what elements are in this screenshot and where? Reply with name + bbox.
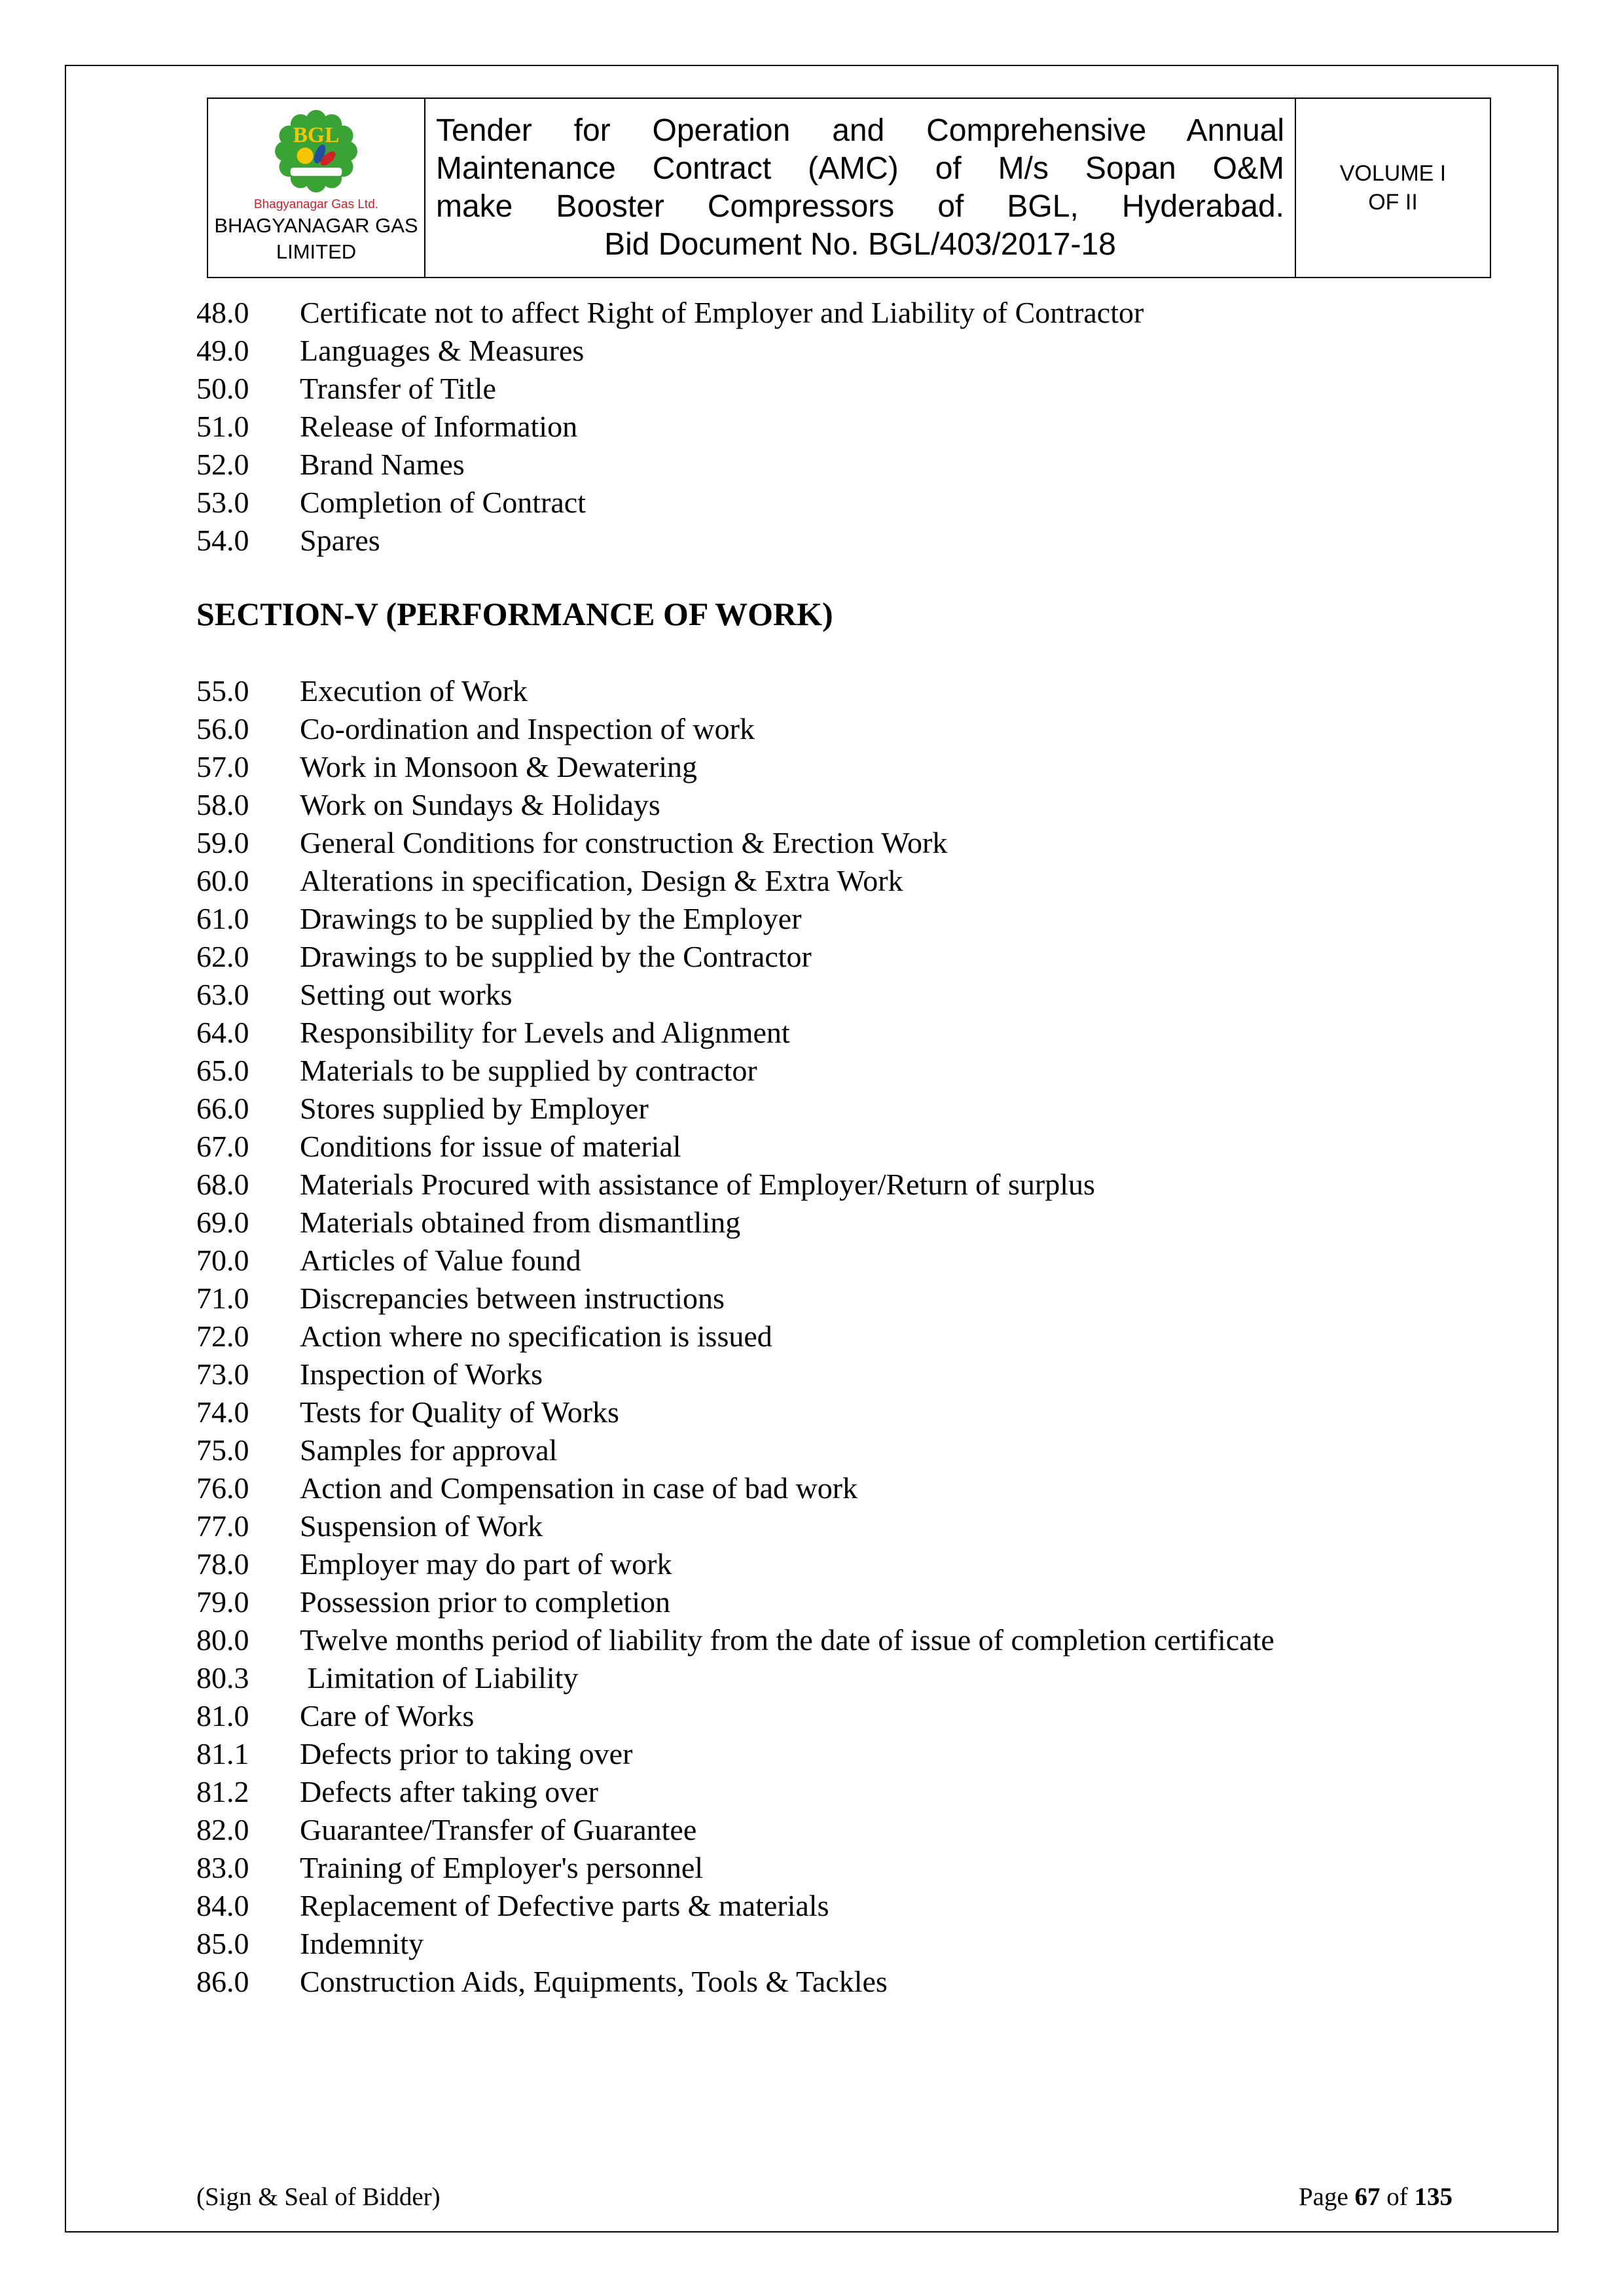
toc-item-title: Action where no specification is issued [300,1319,772,1353]
toc-item [196,862,1518,900]
tender-title [425,99,1295,277]
toc-item-title: Materials Procured with assistance of Employer/Return of surplus [300,1168,1095,1201]
toc-item [196,1849,1518,1887]
toc-item-title: Conditions for issue of material [300,1130,681,1163]
toc-item [196,1811,1518,1849]
toc-item-title: Work on Sundays & Holidays [300,788,660,821]
toc-item-title: Construction Aids, Equipments, Tools & Tackles [300,1965,888,1998]
logo-tagline: Bhagyanagar Gas Ltd. [253,198,379,211]
toc-item [196,1014,1518,1052]
volume-line2: OF II [1368,190,1418,215]
toc-item-number: 79.0 [196,1585,249,1619]
toc-item-number: 66.0 [196,1092,249,1125]
toc-item-title: Indemnity [300,1927,424,1960]
toc-item [196,1697,1518,1735]
table-of-contents [66,294,1557,2001]
toc-item-title: Setting out works [300,978,513,1011]
toc-item-number: 70.0 [196,1244,249,1277]
toc-item [196,484,1518,522]
toc-item [196,1128,1518,1166]
logo-cell [208,99,425,277]
toc-item-number: 81.2 [196,1775,249,1808]
toc-item-number: 59.0 [196,826,249,859]
toc-item-number: 73.0 [196,1357,249,1391]
toc-item [196,370,1518,408]
page-indicator [1299,2181,1453,2213]
toc-item [196,1469,1518,1507]
bid-document-number: Bid Document No. BGL/403/2017-18 [604,227,1116,262]
toc-item-title: Employer may do part of work [300,1547,672,1581]
toc-item-title: Training of Employer's personnel [300,1851,704,1884]
toc-item-title: Responsibility for Levels and Alignment [300,1016,790,1049]
toc-item-title: Care of Works [300,1699,475,1732]
toc-item [196,1431,1518,1469]
toc-item-number: 74.0 [196,1395,249,1429]
toc-item-title: Twelve months period of liability from the date of issue of completion certificate [300,1623,1274,1657]
toc-item-number: 51.0 [196,410,249,443]
toc-item [196,1318,1518,1355]
toc-item-title: Spares [300,524,380,557]
org-name-line1: BHAGYANAGAR GAS [214,214,418,237]
toc-item-number: 81.1 [196,1737,249,1770]
toc-item [196,1925,1518,1963]
toc-item-title: Work in Monsoon & Dewatering [300,750,697,783]
toc-item [196,1621,1518,1659]
toc-item-number: 53.0 [196,486,249,519]
page-border [65,65,1559,2233]
toc-item-number: 50.0 [196,372,249,405]
toc-item-title: Execution of Work [300,674,528,708]
toc-part2 [196,672,1518,2001]
sign-seal-note: (Sign & Seal of Bidder) [196,2183,441,2211]
toc-item [196,1204,1518,1242]
document-header [207,98,1491,278]
toc-item-number: 58.0 [196,788,249,821]
toc-item-title: Drawings to be supplied by the Employer [300,902,802,935]
toc-item-number: 76.0 [196,1471,249,1505]
toc-item-number: 80.0 [196,1623,249,1657]
toc-item-title: Suspension of Work [300,1509,543,1543]
page-prefix: Page [1298,2183,1348,2211]
toc-item-title: Alterations in specification, Design & Extra Work [300,864,903,897]
toc-item-number: 61.0 [196,902,249,935]
section-heading: SECTION-V (PERFORMANCE OF WORK) [196,596,833,632]
toc-item-number: 65.0 [196,1054,249,1087]
toc-item-title: Completion of Contract [300,486,586,519]
toc-item-title: Certificate not to affect Right of Employer and Liability of Contractor [300,296,1144,329]
toc-item [196,522,1518,560]
toc-item [196,938,1518,976]
toc-item [196,1887,1518,1925]
toc-item-number: 54.0 [196,524,249,557]
logo-monogram: BGL [293,123,340,147]
toc-item [196,1735,1518,1773]
toc-item [196,1545,1518,1583]
toc-item-number: 83.0 [196,1851,249,1884]
toc-item-title: General Conditions for construction & Erection Work [300,826,948,859]
page-number: 67 [1354,2183,1380,2211]
toc-item-title: Inspection of Works [300,1357,543,1391]
toc-item-number: 68.0 [196,1168,249,1201]
toc-item-title: Possession prior to completion [300,1585,671,1619]
page-of-label: of [1386,2183,1408,2211]
toc-item-number: 75.0 [196,1433,249,1467]
toc-item [196,294,1518,332]
toc-item [196,1659,1518,1697]
toc-item-number: 48.0 [196,296,249,329]
toc-item [196,1242,1518,1280]
toc-item-title: Drawings to be supplied by the Contractor [300,940,812,973]
toc-item-number: 85.0 [196,1927,249,1960]
toc-item [196,976,1518,1014]
toc-item [196,1090,1518,1128]
toc-item-title: Brand Names [300,448,465,481]
toc-item [196,824,1518,862]
toc-item-number: 82.0 [196,1813,249,1846]
volume-line1: VOLUME I [1339,161,1447,186]
tender-title-line2: Maintenance Contract (AMC) of M/s Sopan O&M [436,151,1284,186]
toc-item [196,1355,1518,1393]
toc-item-title: Materials obtained from dismantling [300,1206,741,1239]
toc-item-title: Stores supplied by Employer [300,1092,649,1125]
org-name-line2: LIMITED [276,240,357,263]
toc-item-number: 67.0 [196,1130,249,1163]
toc-item-title: Co-ordination and Inspection of work [300,712,755,745]
toc-item-number: 63.0 [196,978,249,1011]
toc-item-title: Tests for Quality of Works [300,1395,619,1429]
toc-item-title: Action and Compensation in case of bad work [300,1471,858,1505]
toc-item [196,1393,1518,1431]
toc-item-number: 81.0 [196,1699,249,1732]
toc-item [196,1280,1518,1318]
toc-item-title: Defects prior to taking over [300,1737,633,1770]
toc-item-number: 86.0 [196,1965,249,1998]
toc-item-title: Articles of Value found [300,1244,581,1277]
toc-item-number: 80.3 [196,1661,249,1695]
toc-item-title: Limitation of Liability [300,1661,579,1695]
toc-part1 [196,294,1518,560]
toc-item [196,446,1518,484]
page-total: 135 [1414,2183,1453,2211]
toc-item [196,748,1518,786]
toc-item-title: Release of Information [300,410,578,443]
toc-item-number: 62.0 [196,940,249,973]
toc-item-title: Transfer of Title [300,372,496,405]
tender-title-line3: make Booster Compressors of BGL, Hyderabad. [436,189,1284,224]
toc-item-number: 55.0 [196,674,249,708]
toc-item-title: Languages & Measures [300,334,585,367]
toc-item [196,672,1518,710]
toc-item-number: 72.0 [196,1319,249,1353]
toc-item-number: 84.0 [196,1889,249,1922]
toc-item-title: Samples for approval [300,1433,558,1467]
toc-item [196,1052,1518,1090]
toc-item [196,408,1518,446]
tender-title-line1: Tender for Operation and Comprehensive Annual [436,113,1284,148]
toc-item [196,1773,1518,1811]
toc-item-number: 78.0 [196,1547,249,1581]
toc-item [196,900,1518,938]
toc-item [196,1583,1518,1621]
toc-item-number: 64.0 [196,1016,249,1049]
volume-label [1295,99,1490,277]
toc-item [196,786,1518,824]
toc-item-number: 77.0 [196,1509,249,1543]
toc-item [196,1166,1518,1204]
bgl-logo-icon [270,105,362,197]
toc-item-title: Replacement of Defective parts & materials [300,1889,829,1922]
page-footer [196,2181,1453,2213]
toc-item-title: Materials to be supplied by contractor [300,1054,757,1087]
toc-item-number: 69.0 [196,1206,249,1239]
toc-item-title: Defects after taking over [300,1775,598,1808]
toc-item-number: 52.0 [196,448,249,481]
toc-item [196,1963,1518,2001]
toc-item-number: 71.0 [196,1282,249,1315]
toc-item [196,710,1518,748]
toc-item-number: 56.0 [196,712,249,745]
toc-item-number: 49.0 [196,334,249,367]
toc-item [196,332,1518,370]
toc-item-number: 60.0 [196,864,249,897]
toc-item-title: Guarantee/Transfer of Guarantee [300,1813,697,1846]
toc-item [196,1507,1518,1545]
toc-item-title: Discrepancies between instructions [300,1282,725,1315]
toc-item-number: 57.0 [196,750,249,783]
